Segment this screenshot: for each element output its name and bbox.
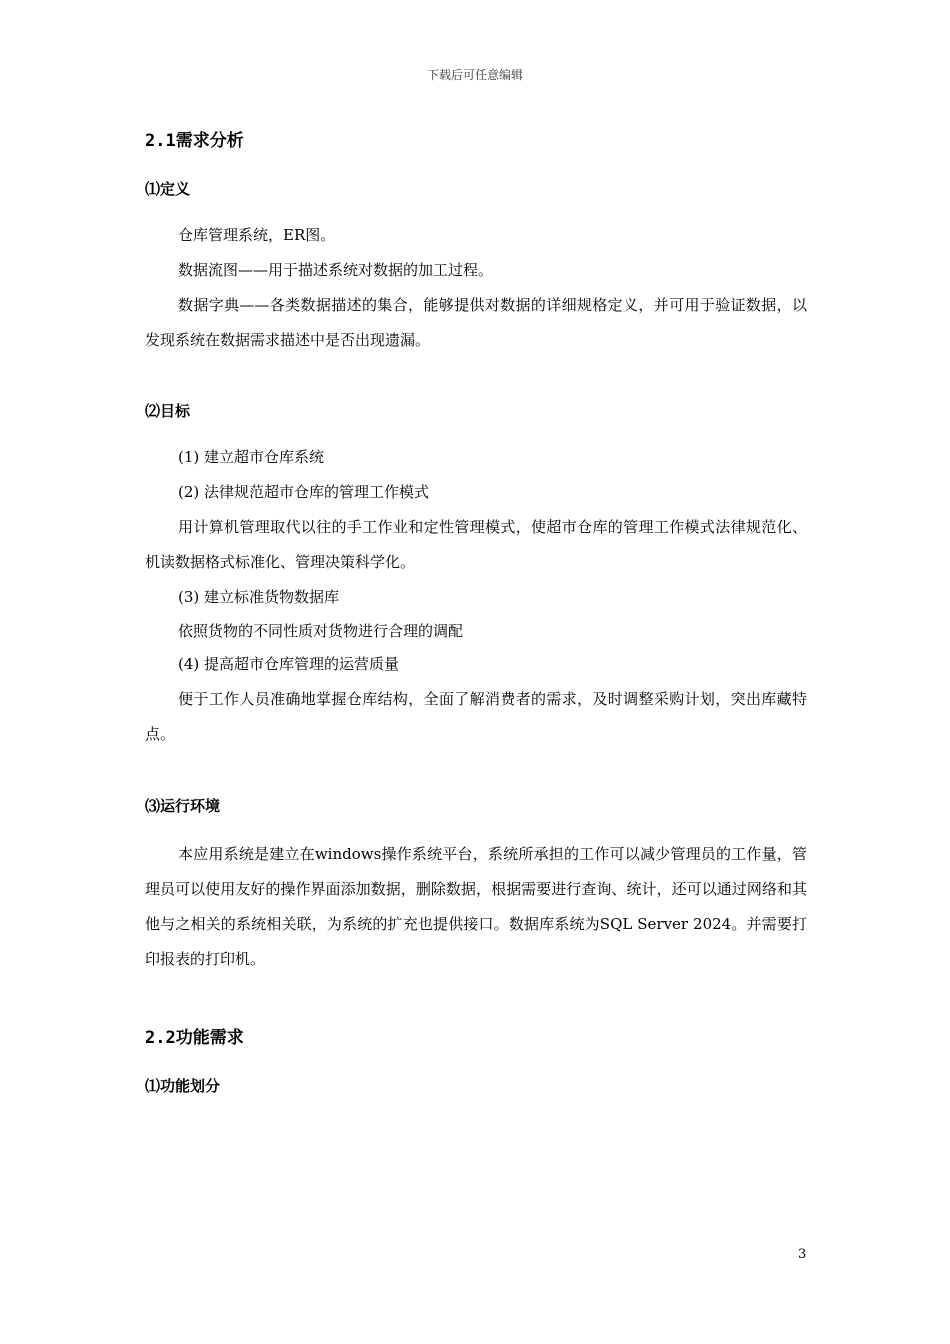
paragraph-goal-3: 便于工作人员准确地掌握仓库结构，全面了解消费者的需求，及时调整采购计划，突出库藏特点。	[145, 690, 807, 743]
paragraph-definition-3: 数据字典——各类数据描述的集合，能够提供对数据的详细规格定义，并可用于验证数据，以发现系统在数据需求描述中是否出现遗漏。	[145, 296, 807, 349]
goal-item-3: (3) 建立标准货物数据库	[178, 588, 340, 606]
paragraph-definition-2: 数据流图——用于描述系统对数据的加工过程。	[178, 261, 494, 279]
paragraph-goal-2: 依照货物的不同性质对货物进行合理的调配	[178, 622, 464, 640]
subsection-heading-goal: ⑵目标	[145, 402, 191, 420]
section-heading-2-2: 2.2功能需求	[145, 1028, 244, 1048]
paragraph-environment-1: 本应用系统是建立在windows操作系统平台，系统所承担的工作可以减少管理员的工作量，管理员可以使用友好的操作界面添加数据，删除数据，根据需要进行查询、统计，还可以通过网络和其他与之相关的系统相关联，为系统的扩充也提供接口。数据库系统为SQL Server 2024。并需要打印报表的打印机。	[145, 845, 807, 968]
goal-item-1: (1) 建立超市仓库系统	[178, 448, 325, 466]
goal-item-4: (4) 提高超市仓库管理的运营质量	[178, 655, 400, 673]
goal-item-2: (2) 法律规范超市仓库的管理工作模式	[178, 483, 430, 501]
page-number: 3	[798, 1247, 807, 1262]
subsection-heading-environment: ⑶运行环境	[145, 797, 221, 815]
page-header: 下载后可任意编辑	[426, 68, 523, 82]
subsection-heading-function-division: ⑴功能划分	[145, 1077, 221, 1095]
subsection-heading-definition: ⑴定义	[145, 180, 191, 198]
section-heading-2-1: 2.1需求分析	[145, 131, 244, 151]
paragraph-definition-1: 仓库管理系统，ER图。	[178, 226, 336, 244]
paragraph-goal-1: 用计算机管理取代以往的手工作业和定性管理模式，使超市仓库的管理工作模式法律规范化、机读数据格式标准化、管理决策科学化。	[145, 518, 807, 571]
